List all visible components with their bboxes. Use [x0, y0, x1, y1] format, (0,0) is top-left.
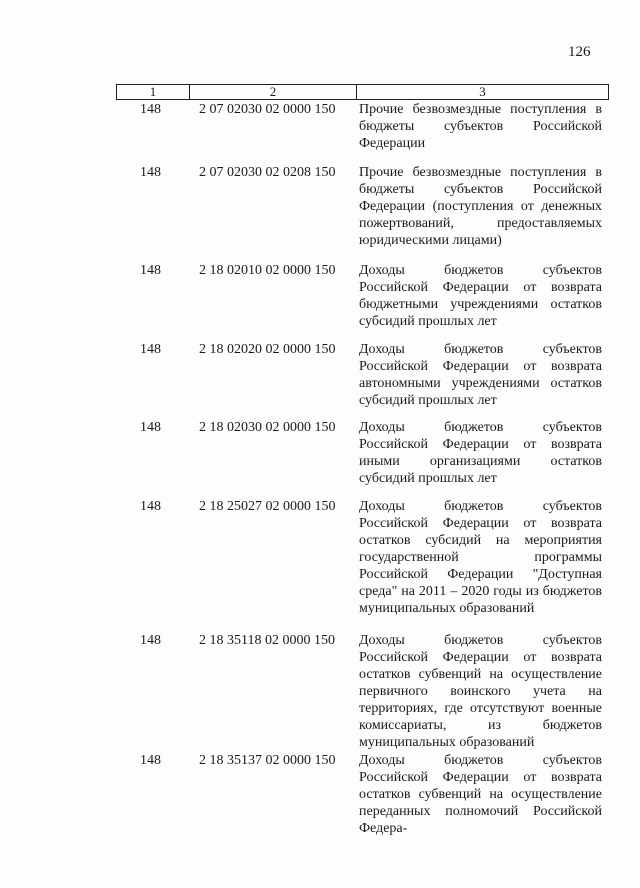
- page-number: 126: [568, 44, 591, 60]
- row-description: Доходы бюджетов субъектов Российской Федерации от возврата остатков субвенций на осуществление первичного воинского учета на территориях, где отсутствуют военные комиссариаты, из бюджетов муниципальных образований: [359, 633, 602, 750]
- row-code: 2 07 02030 02 0000 150: [199, 102, 336, 117]
- row-number: 148: [140, 753, 161, 768]
- row-code: 2 18 35137 02 0000 150: [199, 753, 336, 768]
- row-description: Прочие безвозмездные поступления в бюджеты субъектов Российской Федерации: [359, 102, 602, 151]
- table-header: [116, 84, 609, 100]
- row-code: 2 18 25027 02 0000 150: [199, 499, 336, 514]
- row-description: Доходы бюджетов субъектов Российской Федерации от возврата остатков субвенций на осуществление переданных полномочий Российской Федера-: [359, 753, 602, 836]
- row-description: Доходы бюджетов субъектов Российской Федерации от возврата бюджетными учреждениями остатков субсидий прошлых лет: [359, 263, 602, 329]
- row-number: 148: [140, 165, 161, 180]
- row-number: 148: [140, 633, 161, 648]
- column-header-2: 2: [190, 85, 357, 99]
- row-description: Доходы бюджетов субъектов Российской Федерации от возврата автономными учреждениями остатков субсидий прошлых лет: [359, 342, 602, 408]
- column-header-3: 3: [479, 84, 486, 99]
- column-header-1: 1: [117, 85, 190, 99]
- row-number: 148: [140, 342, 161, 357]
- row-code: 2 18 35118 02 0000 150: [199, 633, 335, 648]
- row-description: Доходы бюджетов субъектов Российской Федерации от возврата остатков субсидий на мероприятия государственной программы Российской Федерации "Доступная среда" на 2011 – 2020 годы из бюджетов муниципальных образований: [359, 499, 602, 616]
- row-code: 2 18 02010 02 0000 150: [199, 263, 336, 278]
- row-description: Прочие безвозмездные поступления в бюджеты субъектов Российской Федерации (поступления от денежных пожертвований, предоставляемых юридическими лицами): [359, 165, 602, 248]
- row-number: 148: [140, 420, 161, 435]
- row-number: 148: [140, 263, 161, 278]
- row-code: 2 07 02030 02 0208 150: [199, 165, 336, 180]
- row-code: 2 18 02020 02 0000 150: [199, 342, 336, 357]
- row-code: 2 18 02030 02 0000 150: [199, 420, 336, 435]
- row-number: 148: [140, 102, 161, 117]
- row-description: Доходы бюджетов субъектов Российской Федерации от возврата иными организациями остатков субсидий прошлых лет: [359, 420, 602, 486]
- row-number: 148: [140, 499, 161, 514]
